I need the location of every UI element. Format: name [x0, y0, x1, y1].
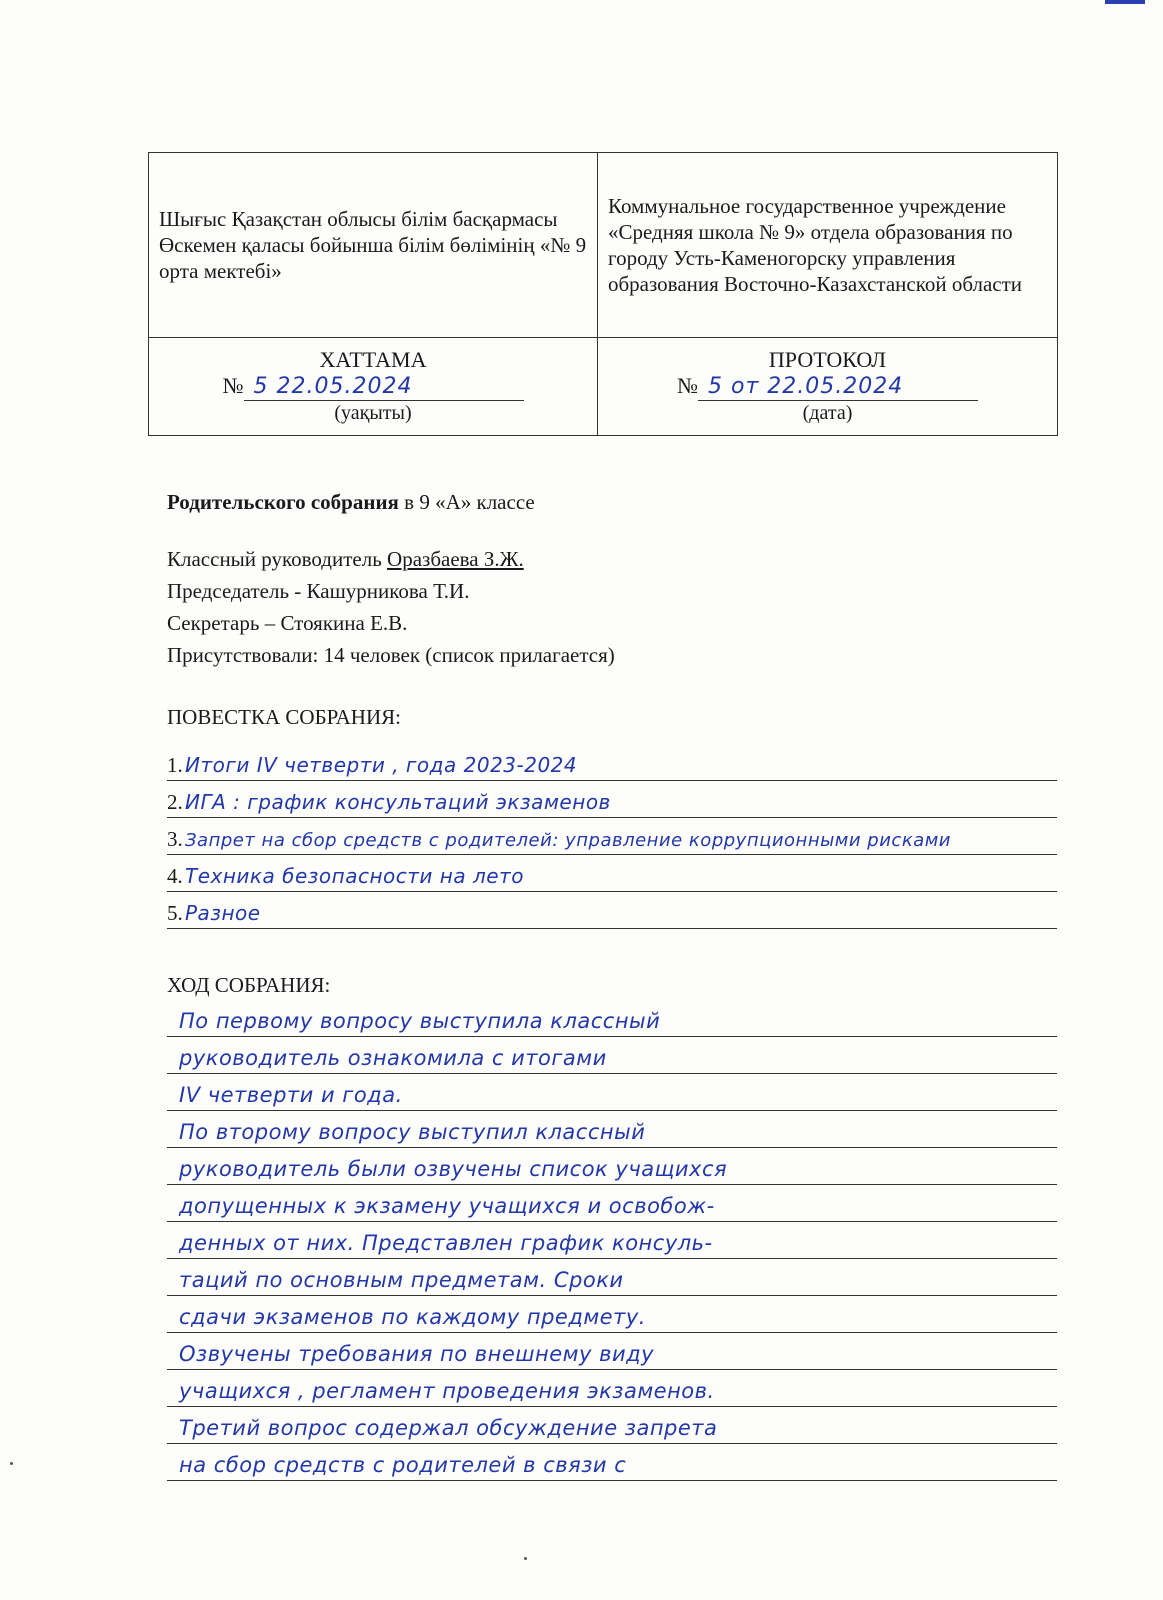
proceedings-line-text: учащихся , регламент проведения экзаменов. — [179, 1379, 715, 1403]
kz-protocol-title: ХАТТАМА — [319, 347, 427, 373]
proceedings-line — [167, 1407, 1057, 1444]
kz-date-caption: (уақыты) — [334, 402, 412, 425]
proceedings-line-text: По первому вопросу выступила классный — [179, 1009, 661, 1033]
agenda-item-number: 1. — [167, 753, 183, 777]
agenda-item-number: 3. — [167, 827, 183, 851]
class-teacher-line — [167, 543, 1057, 575]
proceedings-line-text: Третий вопрос содержал обсуждение запрета — [179, 1416, 718, 1440]
proceedings-line — [167, 1111, 1057, 1148]
scan-dust-dot — [524, 1557, 527, 1560]
scan-dust-dot — [10, 1462, 13, 1465]
proceedings-line — [167, 1333, 1057, 1370]
agenda-item-text: Разное — [185, 901, 261, 925]
chairman-line: Председатель - Кашурникова Т.И. — [167, 579, 470, 603]
agenda-item-text: Техника безопасности на лето — [185, 864, 524, 888]
meeting-title-class: в 9 «А» классе — [398, 490, 535, 514]
ru-number-handwritten: 5 от 22.05.2024 — [698, 374, 978, 401]
proceedings-line — [167, 1074, 1057, 1111]
agenda-item — [167, 818, 1057, 855]
proceedings-line-text: руководитель были озвучены список учащихся — [179, 1157, 728, 1181]
agenda-item-text: ИГА : график консультаций экзаменов — [185, 790, 611, 814]
proceedings-heading: ХОД СОБРАНИЯ: — [167, 973, 331, 997]
kz-number-sign: № — [222, 373, 244, 399]
proceedings-line — [167, 1148, 1057, 1185]
agenda-item-number: 4. — [167, 864, 183, 888]
ru-org-cell — [598, 153, 1058, 338]
proceedings-line — [167, 1259, 1057, 1296]
secretary-line: Секретарь – Стоякина Е.В. — [167, 611, 408, 635]
proceedings-line — [167, 1444, 1057, 1481]
proceedings-line-text: IV четверти и года. — [179, 1083, 403, 1107]
proceedings-line-text: таций по основным предметам. Сроки — [179, 1268, 624, 1292]
proceedings-line-text: сдачи экзаменов по каждому предмету. — [179, 1305, 646, 1329]
agenda-item-text: Запрет на сбор средств с родителей: управление коррупционными рисками — [185, 830, 951, 851]
ru-number-sign: № — [677, 373, 698, 399]
proceedings-line — [167, 1296, 1057, 1333]
agenda-item — [167, 781, 1057, 818]
proceedings-line — [167, 1037, 1057, 1074]
present-line: Присутствовали: 14 человек (список прилагается) — [167, 643, 615, 667]
agenda-item — [167, 744, 1057, 781]
proceedings-text — [167, 1000, 1057, 1481]
document-body — [167, 490, 1057, 1481]
agenda-item — [167, 892, 1057, 929]
proceedings-line — [167, 1222, 1057, 1259]
proceedings-line — [167, 1000, 1057, 1037]
scan-corner-mark — [1105, 0, 1145, 4]
agenda-heading: ПОВЕСТКА СОБРАНИЯ: — [167, 705, 401, 729]
proceedings-line-text: Озвучены требования по внешнему виду — [179, 1342, 655, 1366]
kz-org-name: Шығыс Қазақстан облысы білім басқармасы Өскемен қаласы бойынша білім бөлімінің «№ 9 орта мектебі» — [159, 206, 587, 283]
kz-protocol-cell — [149, 337, 598, 435]
class-teacher-label: Классный руководитель — [167, 547, 388, 571]
agenda-list — [167, 744, 1057, 929]
agenda-item-number: 5. — [167, 901, 183, 925]
ru-protocol-cell — [598, 337, 1058, 435]
proceedings-line — [167, 1185, 1057, 1222]
ru-protocol-number-line — [598, 373, 1057, 401]
ru-date-caption: (дата) — [802, 402, 853, 425]
meeting-title-bold: Родительского собрания — [167, 490, 399, 514]
meeting-title — [167, 490, 1057, 515]
class-teacher-name: Оразбаева З.Ж. — [387, 547, 524, 571]
proceedings-line-text: По второму вопросу выступил классный — [179, 1120, 646, 1144]
proceedings-line-text: денных от них. Представлен график консуль- — [179, 1231, 713, 1255]
kz-protocol-number-line — [149, 373, 597, 401]
kz-number-handwritten: 5 22.05.2024 — [244, 374, 524, 401]
proceedings-line-text: руководитель ознакомила с итогами — [179, 1046, 607, 1070]
ru-org-line2: «Средняя школа № 9» отдела образования по городу Усть-Каменогорску управления образования Восточно-Казахстанской области — [608, 219, 1023, 296]
ru-protocol-title: ПРОТОКОЛ — [768, 347, 887, 373]
agenda-item — [167, 855, 1057, 892]
proceedings-line — [167, 1370, 1057, 1407]
proceedings-line-text: на сбор средств с родителей в связи с — [179, 1453, 627, 1477]
proceedings-line-text: допущенных к экзамену учащихся и освобож- — [179, 1194, 715, 1218]
agenda-item-text: Итоги IV четверти , года 2023-2024 — [185, 753, 578, 777]
kz-org-cell — [149, 153, 598, 338]
ru-org-line1: Коммунальное государственное учреждение — [608, 193, 1006, 218]
header-table — [148, 152, 1058, 436]
agenda-item-number: 2. — [167, 790, 183, 814]
